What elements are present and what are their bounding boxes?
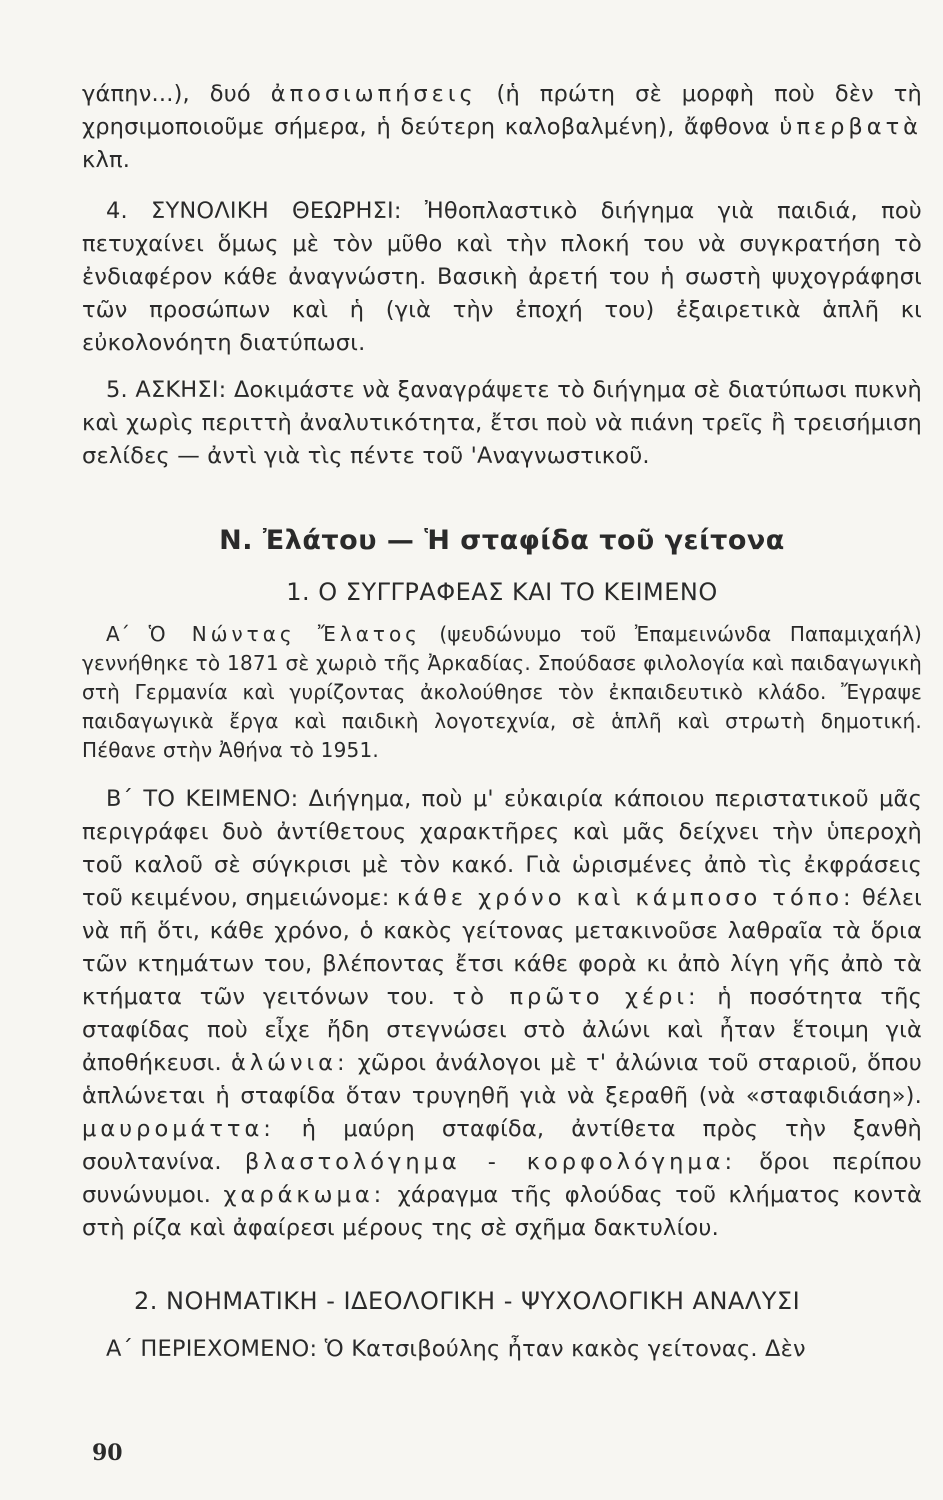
text-run: ὅροι περίπου συνώνυμοι.: [82, 1149, 922, 1208]
item-5-paragraph: [82, 374, 922, 473]
item-4-text: Ἠθοπλαστικὸ διήγημα γιὰ παιδιά, ποὺ πετυχαίνει ὅμως μὲ τὸν μῦθο καὶ τὴν πλοκή του νὰ συγκρατήση τὸ ἐνδιαφέρον κάθε ἀναγνώστη. Βασικὴ ἀρετή του ἡ σωστὴ ψυχογράφησι τῶν προσώπων καὶ ἡ (γιὰ τὴν ἐποχή του) ἐξαιρετικὰ ἁπλῆ κι εὐκολονόητη διατύπωσι.: [82, 198, 922, 356]
text-run: κλπ.: [82, 147, 131, 173]
item-4-label: 4. ΣΥΝΟΛΙΚΗ ΘΕΩΡΗΣΙ:: [106, 198, 402, 224]
author-paragraph: [82, 620, 922, 765]
spaced-term: ὑπερβατὰ: [779, 114, 922, 140]
para-a-text: (ψευδώνυμο τοῦ Ἐπαμεινώνδα Παπαμιχαήλ) γεννήθηκε τὸ 1871 σὲ χωριὸ τῆς Ἀρκαδίας. Σπούδασε φιλολογία καὶ παιδαγωγικὴ στὴ Γερμανία καὶ γυρίζοντας ἀκολούθησε τὸν ἐκπαιδευτικὸ κλάδο. Ἔγραψε παιδαγωγικὰ ἔργα καὶ παιδικὴ λογοτεχνία, σὲ ἁπλῆ καὶ στρωτὴ δημοτική. Πέθανε στὴν Ἀθήνα τὸ 1951.: [82, 622, 923, 762]
item-5-label: 5. ΑΣΚΗΣΙ:: [106, 377, 227, 403]
text-paragraph: [82, 783, 922, 1245]
spaced-term: ἀποσιωπήσεις: [270, 81, 477, 107]
text-run: γάπην...), δυό: [82, 81, 271, 107]
text-run: ἡ ποσότητα τῆς σταφίδας ποὺ εἶχε ἤδη στεγνώσει στὸ ἀλώνι καὶ ἦταν ἕτοιμη γιὰ ἀποθήκευσι.: [82, 984, 922, 1076]
spaced-term: τὸ πρῶτο χέρι:: [452, 984, 700, 1010]
spaced-term: ἁλώνια:: [230, 1050, 349, 1076]
top-paragraph: [82, 78, 922, 177]
text-run: θέλει νὰ πῆ ὅτι, κάθε χρόνο, ὁ κακὸς γείτονας μετακινοῦσε λαθραῖα τὰ ὅρια τῶν κτημάτων του, βλέποντας ἔτσι κάθε φορὰ κι ἀπὸ λίγη γῆς ἀπὸ τὰ κτήματα τῶν γειτόνων του.: [82, 885, 922, 1010]
text-run: Διήγημα, ποὺ μ' εὐκαιρία κάποιου περιστατικοῦ μᾶς περιγράφει δυὸ ἀντίθετους χαρακτῆρες καὶ μᾶς δείχνει τὴν ὑπεροχὴ τοῦ καλοῦ σὲ σύγκρισι μὲ τὸν κακό. Γιὰ ὡρισμένες ἀπὸ τὶς ἐκφράσεις τοῦ κειμένου, σημειώνομε:: [82, 786, 922, 911]
text-run: χάραγμα τῆς φλούδας τοῦ κλήματος κοντὰ στὴ ρίζα καὶ ἀφαίρεσι μέρους της σὲ σχῆμα δακτυλίου.: [82, 1182, 922, 1241]
content-paragraph: [82, 1333, 922, 1366]
spaced-term: βλαστολόγημα - κορφολόγημα:: [244, 1149, 737, 1175]
page-number: 90: [92, 1440, 123, 1466]
document-page: [82, 78, 922, 1366]
para-c-label: Α΄ ΠΕΡΙΕΧΟΜΕΝΟ:: [106, 1336, 318, 1362]
para-b-label: Β΄ ΤΟ ΚΕΙΜΕΝΟ:: [106, 786, 299, 812]
text-run: ἡ μαύρη σταφίδα, ἀντίθετα πρὸς τὴν ξανθὴ σουλτανίνα.: [82, 1116, 922, 1175]
spaced-term: χαράκωμα:: [223, 1182, 386, 1208]
para-a-label: Α΄: [106, 622, 149, 646]
spaced-term: Ὁ Νώντας Ἔλατος: [148, 622, 421, 646]
section-2-heading: 2. ΝΟΗΜΑΤΙΚΗ - ΙΔΕΟΛΟΓΙΚΗ - ΨΥΧΟΛΟΓΙΚΗ ΑΝΑΛΥΣΙ: [134, 1287, 801, 1315]
item-4-paragraph: [82, 195, 922, 360]
para-c-text: Ὁ Κατσιβούλης ἦταν κακὸς γείτονας. Δὲν: [317, 1336, 806, 1362]
text-run: χῶροι ἀνάλογοι μὲ τ' ἀλώνια τοῦ σταριοῦ, ὅπου ἁπλώνεται ἡ σταφίδα ὅταν τρυγηθῆ γιὰ νὰ ξεραθῆ (νὰ «σταφιδιάση»).: [82, 1050, 922, 1109]
item-5-text: Δοκιμάστε νὰ ξαναγράψετε τὸ διήγημα σὲ διατύπωσι πυκνὴ καὶ χωρὶς περιττὴ ἀναλυτικότητα, ἔτσι ποὺ νὰ πιάνη τρεῖς ἢ τρεισήμιση σελίδες — ἀντὶ γιὰ τὶς πέντε τοῦ 'Αναγνωστικοῦ.: [82, 377, 922, 469]
section-1-heading: 1. Ο ΣΥΓΓΡΑΦΕΑΣ ΚΑΙ ΤΟ ΚΕΙΜΕΝΟ: [286, 578, 718, 606]
text-run: (ἡ πρώτη σὲ μορφὴ ποὺ δὲν τὴ χρησιμοποιοῦμε σήμερα, ἡ δεύτερη καλοβαλμένη), ἄφθονα: [82, 81, 922, 140]
chapter-title: Ν. Ἐλάτου — Ἡ σταφίδα τοῦ γείτονα: [219, 525, 785, 556]
spaced-term: μαυρομάττα:: [82, 1116, 275, 1142]
spaced-term: κάθε χρόνο καὶ κάμποσο τόπο:: [396, 885, 855, 911]
